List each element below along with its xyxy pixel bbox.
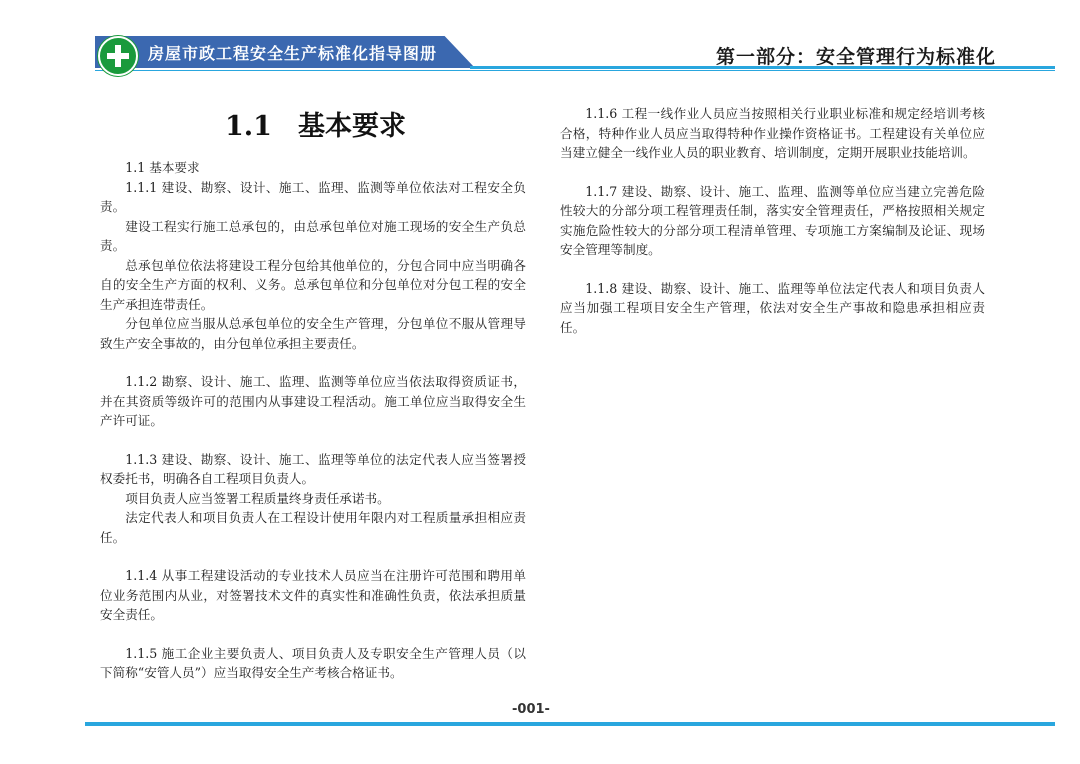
safety-cross-icon <box>98 36 138 76</box>
left-column <box>100 158 526 683</box>
cross-horizontal <box>107 53 129 59</box>
section-title <box>225 104 406 143</box>
paragraph: 1.1.6 工程一线作业人员应当按照相关行业职业标准和规定经培训考核合格，特种作业人员应当取得特种作业操作资格证书。工程建设有关单位应当建立健全一线作业人员的职业教育、培训制度，定期开展职业技能培训。 <box>560 106 985 160</box>
book-title: 房屋市政工程安全生产标准化指导图册 <box>148 44 438 63</box>
paragraph: 分包单位应当服从总承包单位的安全生产管理，分包单位不服从管理导致生产安全事故的，由分包单位承担主要责任。 <box>100 316 526 351</box>
page-header <box>0 0 1080 80</box>
paragraph: 1.1 基本要求 <box>125 160 200 175</box>
paragraph: 1.1.8 建设、勘察、设计、施工、监理等单位法定代表人和项目负责人应当加强工程项目安全生产管理，依法对安全生产事故和隐患承担相应责任。 <box>560 280 985 335</box>
page-number: -001- <box>512 702 550 717</box>
right-column <box>560 104 985 337</box>
paragraph: 总承包单位依法将建设工程分包给其他单位的，分包合同中应当明确各自的安全生产方面的权利、义务。总承包单位和分包单位对分包工程的安全生产承担连带责任。 <box>100 257 526 312</box>
paragraph: 1.1.5 施工企业主要负责人、项目负责人及专职安全生产管理人员（以下简称“安管人员”）应当取得安全生产考核合格证书。 <box>100 645 526 680</box>
paragraph: 建设工程实行施工总承包的，由总承包单位对施工现场的安全生产负总责。 <box>100 218 526 253</box>
paragraph: 法定代表人和项目负责人在工程设计使用年限内对工程质量承担相应责任。 <box>100 510 526 545</box>
part-title: 第一部分：安全管理行为标准化 <box>715 46 996 68</box>
paragraph: 1.1.7 建设、勘察、设计、施工、监理、监测等单位应当建立完善危险性较大的分部分项工程管理责任制，落实安全管理责任，严格按照相关规定实施危险性较大的分部分项工程清单管理、专项施工方案编制及论证、现场安全管理等制度。 <box>560 183 985 257</box>
paragraph: 1.1.2 勘察、设计、施工、监理、监测等单位应当依法取得资质证书，并在其资质等级许可的范围内从事建设工程活动。施工单位应当取得安全生产许可证。 <box>100 374 526 428</box>
footer-line <box>85 722 1055 726</box>
paragraph: 1.1.1 建设、勘察、设计、施工、监理、监测等单位依法对工程安全负责。 <box>100 179 526 214</box>
paragraph: 1.1.3 建设、勘察、设计、施工、监理等单位的法定代表人应当签署授权委托书，明确各自工程项目负责人。 <box>100 451 526 486</box>
section-title-text: 基本要求 <box>297 111 406 142</box>
section-number: 1.1 <box>225 111 272 142</box>
paragraph: 项目负责人应当签署工程质量终身责任承诺书。 <box>125 490 390 506</box>
paragraph: 1.1.4 从事工程建设活动的专业技术人员应当在注册许可范围和聘用单位业务范围内从业，对签署技术文件的真实性和准确性负责，依法承担质量安全责任。 <box>100 568 526 622</box>
header-thin-line <box>95 70 1055 71</box>
